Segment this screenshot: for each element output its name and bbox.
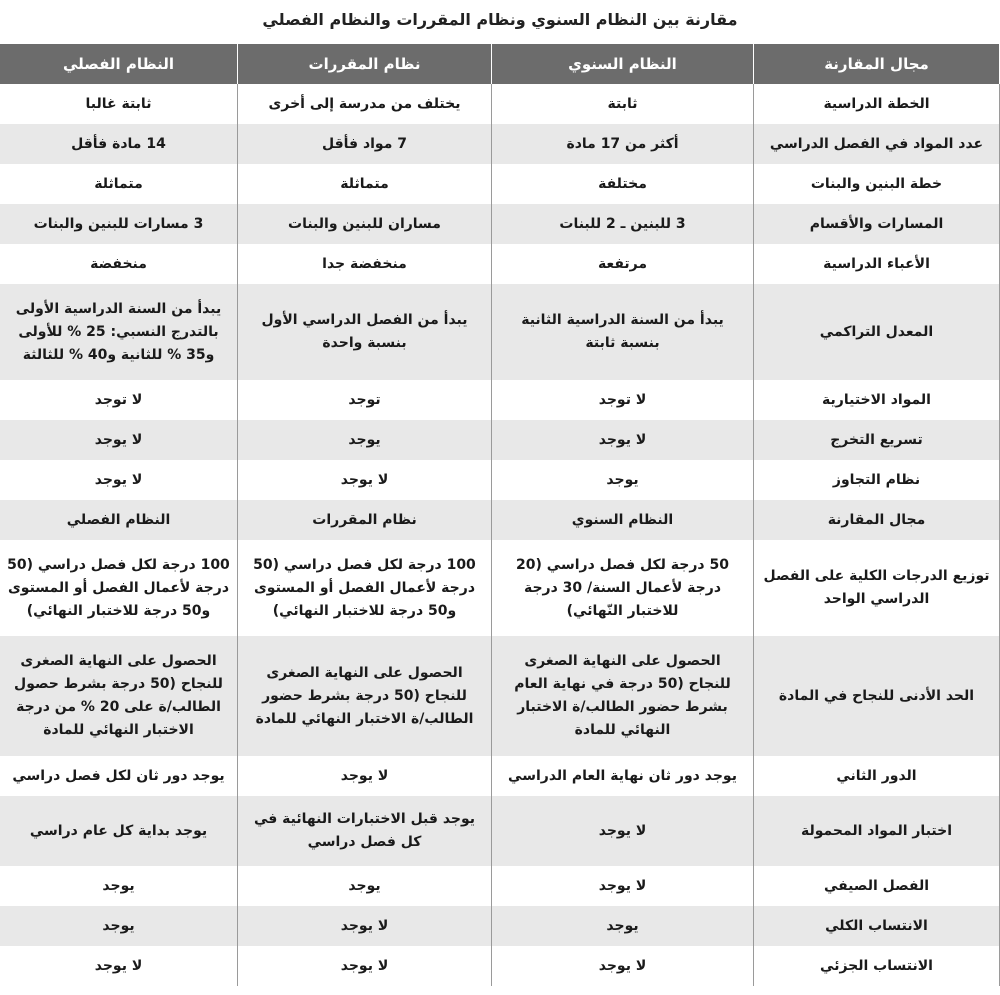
table-cell: لا يوجد	[492, 866, 754, 906]
table-cell: مختلفة	[492, 164, 754, 204]
table-cell: توجد	[238, 380, 492, 420]
table-cell: منخفضة	[0, 244, 238, 284]
table-cell: نظام المقررات	[238, 500, 492, 540]
table-cell: الانتساب الكلي	[754, 906, 1000, 946]
table-cell: لا يوجد	[492, 796, 754, 866]
table-cell: يوجد قبل الاختبارات النهائية في كل فصل دراسي	[238, 796, 492, 866]
table-cell: يختلف من مدرسة إلى أخرى	[238, 84, 492, 124]
table-cell: أكثر من 17 مادة	[492, 124, 754, 164]
table-row	[0, 756, 1000, 796]
table-cell: لا توجد	[0, 380, 238, 420]
table-cell: النظام الفصلي	[0, 500, 238, 540]
table-cell: الدور الثاني	[754, 756, 1000, 796]
table-cell: لا يوجد	[238, 946, 492, 986]
table-cell: مجال المقارنة	[754, 500, 1000, 540]
table-row	[0, 460, 1000, 500]
table-cell: الحصول على النهاية الصغرى للنجاح (50 درجة بشرط حصول الطالب/ة على 20 % من درجة الاختبار النهائي للمادة	[0, 636, 238, 756]
header-cell: النظام السنوي	[492, 44, 754, 84]
table-cell: ثابتة	[492, 84, 754, 124]
table-cell: يوجد	[492, 906, 754, 946]
table-row	[0, 284, 1000, 380]
table-row	[0, 380, 1000, 420]
table-cell: عدد المواد في الفصل الدراسي	[754, 124, 1000, 164]
table-cell: الحصول على النهاية الصغرى للنجاح (50 درجة بشرط حضور الطالب/ة الاختبار النهائي للمادة	[238, 636, 492, 756]
table-cell: يبدأ من السنة الدراسية الثانية بنسبة ثابتة	[492, 284, 754, 380]
comparison-table	[0, 44, 1000, 986]
table-row	[0, 906, 1000, 946]
table-cell: المعدل التراكمي	[754, 284, 1000, 380]
header-cell: نظام المقررات	[238, 44, 492, 84]
table-cell: لا يوجد	[0, 420, 238, 460]
table-cell: المواد الاختيارية	[754, 380, 1000, 420]
table-cell: يبدأ من السنة الدراسية الأولى بالتدرج النسبي: 25 % للأولى و35 % للثانية و40 % للثالثة	[0, 284, 238, 380]
table-cell: منخفضة جدا	[238, 244, 492, 284]
table-cell: تسريع التخرج	[754, 420, 1000, 460]
table-row	[0, 164, 1000, 204]
table-cell: مرتفعة	[492, 244, 754, 284]
table-cell: نظام التجاوز	[754, 460, 1000, 500]
table-cell: الانتساب الجزئي	[754, 946, 1000, 986]
table-cell: 50 درجة لكل فصل دراسي (20 درجة لأعمال السنة/ 30 درجة للاختبار النّهائي)	[492, 540, 754, 636]
table-row	[0, 124, 1000, 164]
table-cell: يوجد دور ثان لكل فصل دراسي	[0, 756, 238, 796]
page-title: مقارنة بين النظام السنوي ونظام المقررات والنظام الفصلي	[262, 10, 738, 29]
table-row	[0, 204, 1000, 244]
table-row	[0, 540, 1000, 636]
table-cell: لا يوجد	[238, 460, 492, 500]
table-cell: الحد الأدنى للنجاح في المادة	[754, 636, 1000, 756]
table-row	[0, 866, 1000, 906]
table-cell: يوجد دور ثان نهاية العام الدراسي	[492, 756, 754, 796]
table-cell: لا توجد	[492, 380, 754, 420]
table-row	[0, 420, 1000, 460]
table-cell: يوجد	[238, 420, 492, 460]
table-cell: 3 للبنين ـ 2 للبنات	[492, 204, 754, 244]
table-cell: لا يوجد	[492, 420, 754, 460]
table-header-row	[0, 44, 1000, 84]
table-cell: الأعباء الدراسية	[754, 244, 1000, 284]
table-cell: لا يوجد	[0, 460, 238, 500]
table-cell: 100 درجة لكل فصل دراسي (50 درجة لأعمال الفصل أو المستوى و50 درجة للاختبار النهائي)	[0, 540, 238, 636]
table-cell: المسارات والأقسام	[754, 204, 1000, 244]
table-cell: النظام السنوي	[492, 500, 754, 540]
table-cell: مساران للبنين والبنات	[238, 204, 492, 244]
table-cell: 7 مواد فأقل	[238, 124, 492, 164]
table-cell: يوجد	[238, 866, 492, 906]
table-cell: الفصل الصيفي	[754, 866, 1000, 906]
table-row	[0, 796, 1000, 866]
table-cell: يبدأ من الفصل الدراسي الأول بنسبة واحدة	[238, 284, 492, 380]
header-cell: النظام الفصلي	[0, 44, 238, 84]
table-cell: ثابتة غالبا	[0, 84, 238, 124]
table-cell: اختبار المواد المحمولة	[754, 796, 1000, 866]
table-row	[0, 244, 1000, 284]
table-cell: لا يوجد	[238, 756, 492, 796]
header-cell: مجال المقارنة	[754, 44, 1000, 84]
table-cell: 100 درجة لكل فصل دراسي (50 درجة لأعمال الفصل أو المستوى و50 درجة للاختبار النهائي)	[238, 540, 492, 636]
table-cell: يوجد	[492, 460, 754, 500]
table-cell: متماثلة	[238, 164, 492, 204]
table-cell: الخطة الدراسية	[754, 84, 1000, 124]
table-row	[0, 946, 1000, 986]
table-cell: لا يوجد	[492, 946, 754, 986]
table-row	[0, 636, 1000, 756]
table-cell: لا يوجد	[238, 906, 492, 946]
table-cell: متماثلة	[0, 164, 238, 204]
table-cell: توزيع الدرجات الكلية على الفصل الدراسي الواحد	[754, 540, 1000, 636]
table-cell: يوجد بداية كل عام دراسي	[0, 796, 238, 866]
table-cell: خطة البنين والبنات	[754, 164, 1000, 204]
table-row	[0, 84, 1000, 124]
table-subheader-row	[0, 500, 1000, 540]
table-cell: 3 مسارات للبنين والبنات	[0, 204, 238, 244]
table-cell: الحصول على النهاية الصغرى للنجاح (50 درجة في نهاية العام بشرط حضور الطالب/ة الاختبار النهائي للمادة	[492, 636, 754, 756]
table-cell: لا يوجد	[0, 946, 238, 986]
table-cell: 14 مادة فأقل	[0, 124, 238, 164]
table-cell: يوجد	[0, 866, 238, 906]
table-cell: يوجد	[0, 906, 238, 946]
